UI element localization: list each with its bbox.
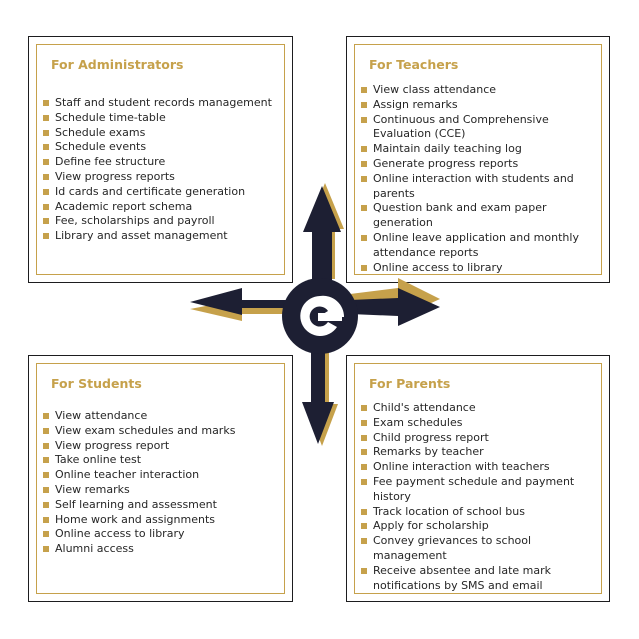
feature-item-text: Schedule events	[55, 140, 147, 154]
teachers-panel	[346, 36, 610, 283]
feature-item-text: View attendance	[55, 409, 148, 422]
arrow-down-icon	[302, 350, 338, 446]
feature-item-text: Track location of school bus	[373, 504, 525, 518]
square-bullet-icon	[361, 235, 367, 241]
feature-list-item	[43, 498, 280, 513]
feature-item-text: Library and asset management	[55, 229, 228, 243]
feature-list-item	[43, 126, 280, 141]
square-bullet-icon	[361, 161, 367, 167]
feature-list-item	[361, 475, 597, 505]
square-bullet-icon	[43, 189, 49, 195]
students-panel-frame	[36, 363, 285, 594]
feature-item-text: Child progress report	[373, 430, 489, 444]
students-panel-title: For Students	[51, 376, 142, 391]
feature-list-item	[43, 170, 280, 185]
administrators-panel	[28, 36, 293, 283]
feature-list-item	[361, 401, 597, 416]
square-bullet-icon	[43, 517, 49, 523]
feature-item-text: Online interaction with students and parents	[373, 171, 574, 200]
teachers-feature-list	[361, 83, 597, 275]
feature-item-text: Generate progress reports	[373, 156, 519, 170]
parents-panel-title: For Parents	[369, 376, 451, 391]
feature-item-text: Child's attendance	[373, 401, 476, 414]
feature-list-item	[43, 527, 280, 542]
square-bullet-icon	[361, 538, 367, 544]
feature-item-text: Online leave application and monthly attendance reports	[373, 230, 579, 259]
feature-item-text: Id cards and certificate generation	[55, 184, 246, 198]
parents-panel-frame	[354, 363, 602, 594]
square-bullet-icon	[43, 115, 49, 121]
feature-item-text: Self learning and assessment	[55, 497, 217, 511]
feature-item-text: Take online test	[55, 453, 142, 467]
feature-list-item	[361, 505, 597, 520]
feature-item-text: Fee payment schedule and payment history	[373, 474, 575, 503]
square-bullet-icon	[361, 464, 367, 470]
feature-list-item	[361, 142, 597, 157]
square-bullet-icon	[43, 443, 49, 449]
feature-list-item	[43, 155, 280, 170]
feature-item-text: Define fee structure	[55, 155, 166, 169]
square-bullet-icon	[361, 87, 367, 93]
feature-item-text: View progress reports	[55, 169, 175, 183]
feature-item-text: Staff and student records management	[55, 96, 272, 109]
feature-list-item	[43, 439, 280, 454]
feature-item-text: Online teacher interaction	[55, 468, 200, 482]
feature-list-item	[361, 431, 597, 446]
square-bullet-icon	[43, 472, 49, 478]
feature-list-item	[43, 185, 280, 200]
square-bullet-icon	[361, 479, 367, 485]
square-bullet-icon	[361, 568, 367, 574]
square-bullet-icon	[43, 457, 49, 463]
square-bullet-icon	[361, 420, 367, 426]
feature-list-item	[361, 231, 597, 261]
feature-list-item	[43, 200, 280, 215]
feature-list-item	[43, 453, 280, 468]
square-bullet-icon	[43, 531, 49, 537]
letter-e-logo-icon	[282, 278, 358, 354]
feature-item-text: Continuous and Comprehensive Evaluation (CCE)	[373, 112, 549, 141]
feature-list-item	[43, 468, 280, 483]
feature-list-item	[43, 140, 280, 155]
feature-item-text: Online interaction with teachers	[373, 460, 550, 474]
feature-item-text: Fee, scholarships and payroll	[55, 214, 215, 228]
feature-item-text: View class attendance	[373, 83, 497, 96]
feature-item-text: Alumni access	[55, 542, 134, 556]
feature-item-text: Receive absentee and late mark notifications by SMS and email	[373, 563, 552, 592]
square-bullet-icon	[43, 159, 49, 165]
square-bullet-icon	[43, 130, 49, 136]
feature-item-text: Academic report schema	[55, 199, 193, 213]
square-bullet-icon	[43, 233, 49, 239]
feature-item-text: Exam schedules	[373, 415, 463, 429]
square-bullet-icon	[361, 117, 367, 123]
square-bullet-icon	[361, 509, 367, 515]
square-bullet-icon	[361, 523, 367, 529]
square-bullet-icon	[361, 176, 367, 182]
feature-item-text: Online access to library	[373, 260, 503, 274]
square-bullet-icon	[43, 100, 49, 106]
square-bullet-icon	[43, 204, 49, 210]
feature-list-item	[361, 157, 597, 172]
square-bullet-icon	[361, 102, 367, 108]
feature-list-item	[43, 409, 280, 424]
square-bullet-icon	[43, 487, 49, 493]
feature-item-text: Maintain daily teaching log	[373, 142, 522, 156]
arrow-up-icon	[303, 183, 344, 282]
square-bullet-icon	[43, 218, 49, 224]
square-bullet-icon	[361, 435, 367, 441]
teachers-panel-frame	[354, 44, 602, 275]
feature-item-text: Remarks by teacher	[373, 445, 484, 459]
feature-item-text: Convey grievances to school management	[373, 534, 532, 562]
feature-list-item	[361, 534, 597, 564]
feature-list-item	[361, 564, 597, 594]
feature-list-item	[361, 201, 597, 231]
feature-list-item	[361, 98, 597, 113]
square-bullet-icon	[43, 144, 49, 150]
feature-item-text: Schedule time-table	[55, 110, 166, 124]
feature-item-text: Assign remarks	[373, 97, 458, 111]
feature-list-item	[43, 542, 280, 557]
feature-list-item	[43, 111, 280, 126]
feature-list-item	[43, 513, 280, 528]
square-bullet-icon	[361, 449, 367, 455]
feature-list-item	[43, 483, 280, 498]
feature-list-item	[361, 83, 597, 98]
parents-feature-list	[361, 401, 597, 593]
parents-panel	[346, 355, 610, 602]
feature-item-text: Apply for scholarship	[373, 519, 489, 533]
students-panel	[28, 355, 293, 602]
arrow-right-icon	[350, 278, 440, 326]
feature-list-item	[43, 214, 280, 229]
feature-list-item	[361, 261, 597, 276]
feature-item-text: View remarks	[55, 482, 130, 496]
feature-list-item	[361, 445, 597, 460]
students-feature-list	[43, 409, 280, 557]
feature-item-text: Home work and assignments	[55, 512, 215, 526]
administrators-feature-list	[43, 96, 280, 244]
administrators-panel-title: For Administrators	[51, 57, 184, 72]
feature-item-text: Schedule exams	[55, 125, 146, 139]
feature-list-item	[43, 96, 280, 111]
feature-list-item	[361, 113, 597, 143]
feature-item-text: View progress report	[55, 438, 170, 452]
square-bullet-icon	[43, 174, 49, 180]
feature-item-text: Online access to library	[55, 527, 185, 541]
feature-list-item	[43, 424, 280, 439]
square-bullet-icon	[43, 546, 49, 552]
feature-list-item	[361, 172, 597, 202]
arrow-left-icon	[190, 288, 292, 321]
square-bullet-icon	[361, 205, 367, 211]
square-bullet-icon	[361, 265, 367, 271]
administrators-panel-frame	[36, 44, 285, 275]
square-bullet-icon	[43, 428, 49, 434]
square-bullet-icon	[43, 502, 49, 508]
square-bullet-icon	[361, 405, 367, 411]
feature-item-text: View exam schedules and marks	[55, 423, 236, 437]
feature-list-item	[361, 416, 597, 431]
feature-list-item	[43, 229, 280, 244]
square-bullet-icon	[361, 146, 367, 152]
feature-item-text: Question bank and exam paper generation	[373, 201, 547, 230]
feature-list-item	[361, 519, 597, 534]
square-bullet-icon	[43, 413, 49, 419]
feature-list-item	[361, 460, 597, 475]
teachers-panel-title: For Teachers	[369, 57, 459, 72]
